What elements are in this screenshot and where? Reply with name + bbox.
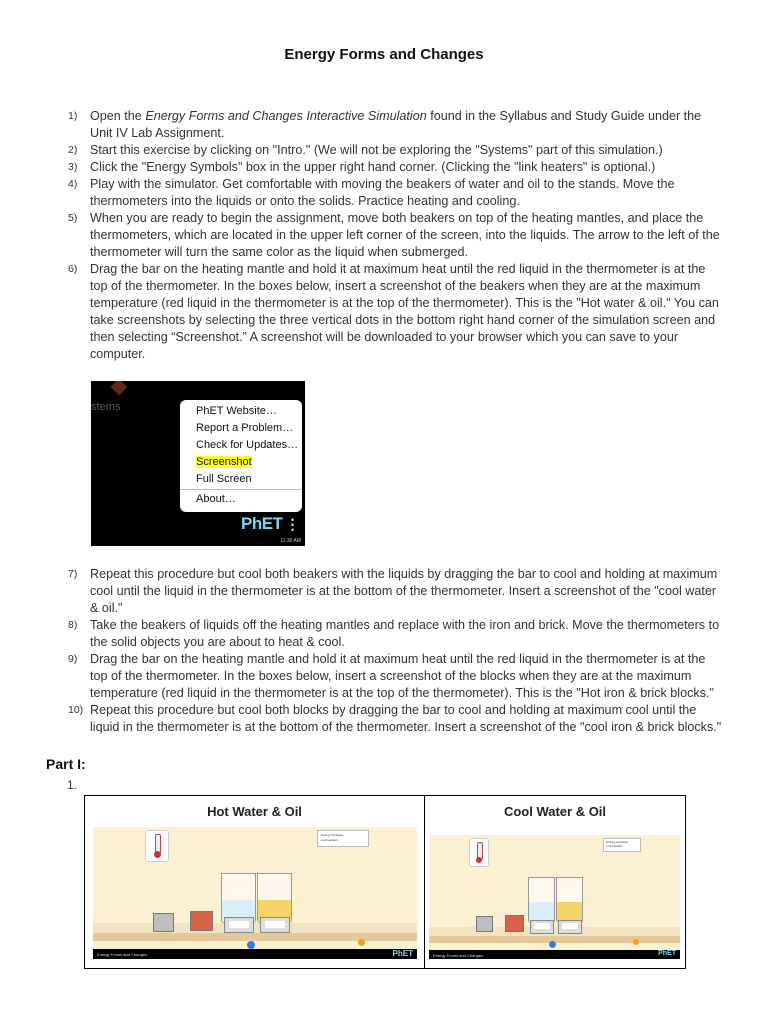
step-text: Click the "Energy Symbols" box in the upper right hand corner. (Clicking the "link heaters" is optional.): [90, 160, 656, 174]
instruction-list-b: [50, 566, 722, 736]
menu-item-report-problem: Report a Problem…: [196, 422, 294, 434]
menu-item-check-updates: Check for Updates…: [196, 439, 299, 451]
step-text: Repeat this procedure but cool both blocks by dragging the bar to cool and holding at maximum cool until the liquid in the thermometer is at the bottom of the thermometer. Insert a screenshot of the "cool iron & brick blocks.": [90, 703, 722, 734]
heater-right: [260, 917, 290, 933]
reset-icon: [358, 939, 365, 946]
hot-sim-screenshot: [93, 827, 417, 959]
step-text: Drag the bar on the heating mantle and hold it at maximum heat until the red liquid in the thermometer is at the top of the thermometer. In the boxes below, insert a screenshot of the beakers when they are at the maximum temperature (red liquid in the thermometer is at the top of the thermometer). This is the "Hot water & oil." You can take screenshots by selecting the three vertical dots in the bottom right hand corner of the simulation screen and then selecting “Screenshot.” A screenshot will be downloaded to your browser which you can save to your computer.: [90, 262, 719, 361]
step-text: Play with the simulator. Get comfortable with moving the beakers of water and oil to the stands. Move the thermometers into the liquids or onto the solids. Practice heating and cooling.: [90, 177, 675, 208]
instruction-step: [50, 651, 722, 702]
play-pause-icon: [549, 941, 556, 948]
menu-item-full-screen: Full Screen: [196, 473, 252, 485]
water-beaker: [528, 877, 555, 923]
oil-beaker: [257, 873, 292, 923]
menu-shot-side-text: stems: [91, 401, 121, 413]
screenshot-menu-image: [91, 381, 305, 546]
instruction-list-a: [50, 108, 722, 363]
step-text: Drag the bar on the heating mantle and hold it at maximum heat until the red liquid in the thermometer is at the top of the thermometer. In the boxes below, insert a screenshot of the blocks when they are at the maximum temperature (red liquid in the thermometer is at the top of the thermometer). This is the "Hot iron & brick blocks.": [90, 652, 714, 700]
menu-shot-time: 11:30 AM: [280, 538, 301, 544]
step-number: 10): [68, 704, 84, 716]
instruction-step: [50, 108, 722, 142]
thermometer-bulb: [154, 851, 161, 858]
water-beaker: [221, 873, 256, 923]
step-text: Start this exercise by clicking on "Intro." (We will not be exploring the "Systems" part of this simulation.): [90, 143, 663, 157]
sim-phet-logo: PhET: [658, 950, 676, 957]
step-number: 6): [68, 263, 78, 275]
instruction-step: [50, 210, 722, 261]
step-number: 4): [68, 178, 78, 190]
legend-link-heaters: Link Heaters: [606, 844, 623, 848]
instruction-step: [50, 617, 722, 651]
step-number: 5): [68, 212, 78, 224]
phet-logo-text: PhET: [241, 514, 283, 533]
phet-menu-popup: [180, 400, 302, 512]
screenshot-table: [84, 795, 686, 969]
heater-left: [224, 917, 254, 933]
step-number: 7): [68, 568, 78, 580]
list-number: 1.: [67, 778, 78, 792]
play-pause-icon: [247, 941, 255, 949]
heater-right: [558, 920, 582, 934]
thermometer-card: [145, 830, 169, 862]
thermometer-card: [469, 838, 489, 867]
reset-icon: [633, 939, 639, 945]
instruction-step: [50, 142, 722, 159]
energy-symbols-legend: [317, 830, 369, 847]
step-number: 3): [68, 161, 78, 173]
brick-block: [505, 915, 524, 932]
oil-beaker: [556, 877, 583, 923]
phet-logo: [241, 514, 299, 534]
table-divider: [424, 796, 425, 968]
instruction-step: [50, 261, 722, 363]
heater-left: [530, 920, 554, 934]
step-number: 9): [68, 653, 78, 665]
orange-shape: [111, 381, 128, 395]
iron-block: [153, 913, 174, 932]
cool-sim-screenshot: [429, 835, 680, 959]
instruction-step: [50, 176, 722, 210]
sim-phet-logo: PhET: [392, 949, 413, 958]
thermometer-bulb: [476, 857, 482, 863]
step-text: Take the beakers of liquids off the heating mantles and replace with the iron and brick. Move the thermometers to the solid objects you are about to heat & cool.: [90, 618, 720, 649]
instruction-step: [50, 159, 722, 176]
document-title: Energy Forms and Changes: [284, 46, 484, 63]
sim-footer-text: Energy Forms and Changes: [433, 953, 484, 958]
sim-floor: [93, 933, 417, 941]
legend-energy-symbols: Energy Symbols: [321, 833, 343, 837]
sim-navbar: [93, 949, 417, 959]
sim-ground: [93, 923, 417, 933]
more-options-icon: ⋮: [285, 516, 299, 532]
step-number: 8): [68, 619, 78, 631]
instruction-step: [50, 566, 722, 617]
cool-water-oil-header: Cool Water & Oil: [503, 804, 607, 819]
menu-separator: [180, 489, 302, 490]
step-number: 2): [68, 144, 78, 156]
step-number: 1): [68, 110, 78, 122]
sim-ground: [429, 927, 680, 936]
legend-link-heaters: Link Heaters: [321, 838, 338, 842]
menu-item-phet-website: PhET Website…: [196, 405, 277, 417]
hot-water-oil-header: Hot Water & Oil: [207, 804, 302, 819]
menu-item-about: About…: [196, 493, 236, 505]
sim-footer-text: Energy Forms and Changes: [97, 952, 148, 957]
menu-item-screenshot: Screenshot: [196, 456, 252, 468]
brick-block: [190, 911, 213, 931]
energy-symbols-legend: [603, 838, 641, 852]
step-text: When you are ready to begin the assignment, move both beakers on top of the heating mantles, and place the thermometers, which are located in the upper left corner of the screen, into the liquids. The arrow to the left of the thermometer will turn the same color as the liquid when submerged.: [90, 211, 720, 259]
legend-energy-symbols: Energy Symbols: [606, 840, 628, 844]
sim-navbar: [429, 950, 680, 959]
instruction-step: [50, 702, 722, 736]
step-text: Open the Energy Forms and Changes Interactive Simulation found in the Syllabus and Study Guide under the Unit IV Lab Assignment.: [90, 109, 702, 140]
iron-block: [476, 916, 493, 932]
part-heading: Part I:: [46, 756, 86, 772]
step-text: Repeat this procedure but cool both beakers with the liquids by dragging the bar to cool and holding at maximum cool until the liquid in the thermometer is at the bottom of the thermometer. Insert a screenshot of the "cool water & oil.": [90, 567, 718, 615]
